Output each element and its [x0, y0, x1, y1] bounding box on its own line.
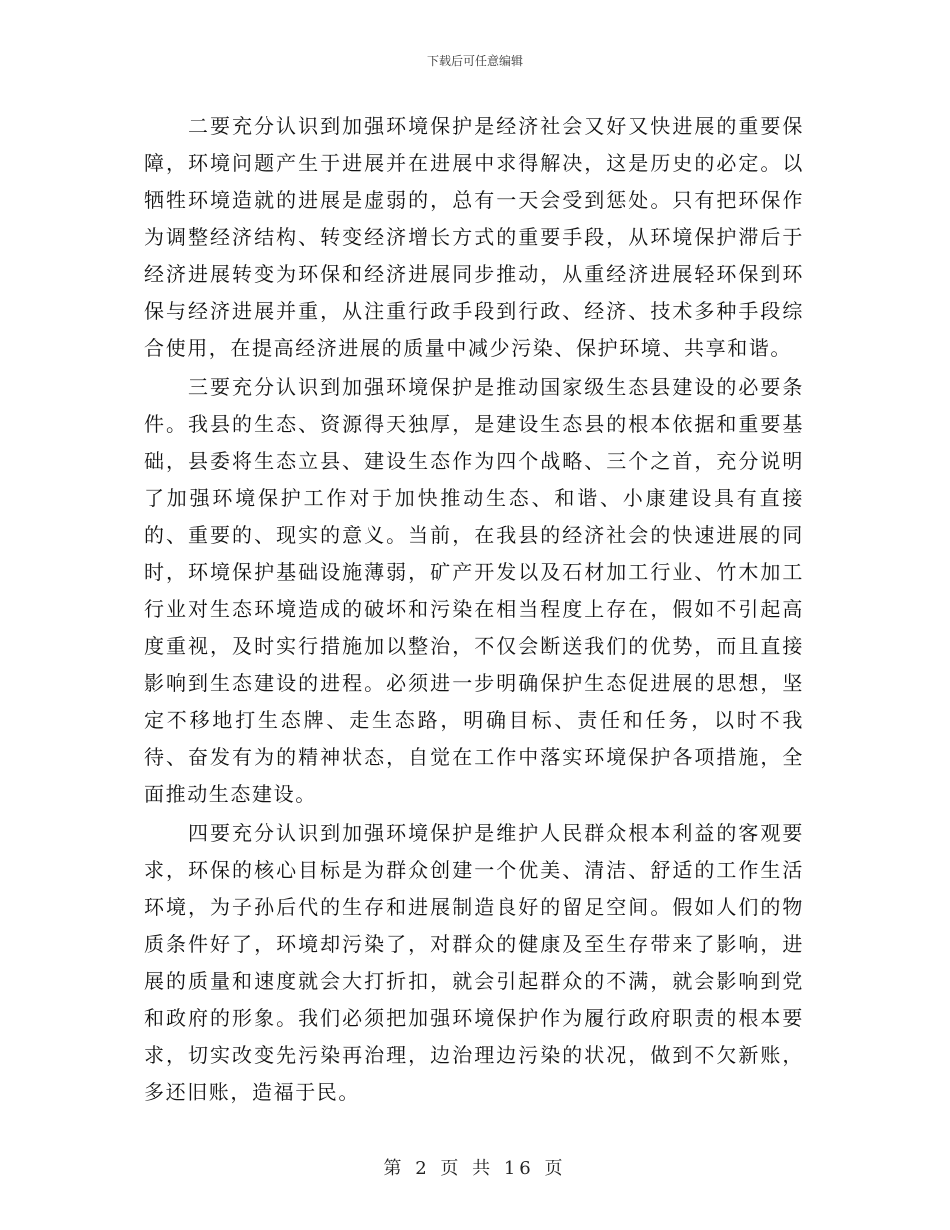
paragraph-4: 四要充分认识到加强环境保护是维护人民群众根本利益的客观要求，环保的核心目标是为群众创建一个优美、清洁、舒适的工作生活环境，为子孙后代的生存和进展制造良好的留足空间。假如人们的物质条件好了，环境却污染了，对群众的健康及至生存带来了影响，进展的质量和速度就会大打折扣，就会引起群众的不满，就会影响到党和政府的形象。我们必须把加强环境保护作为履行政府职责的根本要求，切实改变先污染再治理，边治理边污染的状况，做到不欠新账，多还旧账，造福于民。 — [144, 821, 804, 1104]
document-body — [144, 108, 804, 1111]
paragraph-2: 二要充分认识到加强环境保护是经济社会又好又快进展的重要保障，环境问题产生于进展并在进展中求得解决，这是历史的必定。以牺牲环境造就的进展是虚弱的，总有一天会受到惩处。只有把环保作为调整经济结构、转变经济增长方式的重要手段，从环境保护滞后于经济进展转变为环保和经济进展同步推动，从重经济进展轻环保到环保与经济进展并重，从注重行政手段到行政、经济、技术多种手段综合使用，在提高经济进展的质量中减少污染、保护环境、共享和谐。 — [144, 114, 804, 360]
paragraph-3: 三要充分认识到加强环境保护是推动国家级生态县建设的必要条件。我县的生态、资源得天独厚，是建设生态县的根本依据和重要基础，县委将生态立县、建设生态作为四个战略、三个之首，充分说明了加强环境保护工作对于加快推动生态、和谐、小康建设具有直接的、重要的、现实的意义。当前，在我县的经济社会的快速进展的同时，环境保护基础设施薄弱，矿产开发以及石材加工行业、竹木加工行业对生态环境造成的破坏和污染在相当程度上存在，假如不引起高度重视，及时实行措施加以整治，不仅会断送我们的优势，而且直接影响到生态建设的进程。必须进一步明确保护生态促进展的思想，坚定不移地打生态牌、走生态路，明确目标、责任和任务，以时不我待、奋发有为的精神状态，自觉在工作中落实环境保护各项措施，全面推动生态建设。 — [144, 375, 804, 806]
page-number-footer: 第 2 页 共 16 页 — [383, 1158, 567, 1179]
page-header-note: 下载后可任意编辑 — [426, 54, 523, 68]
